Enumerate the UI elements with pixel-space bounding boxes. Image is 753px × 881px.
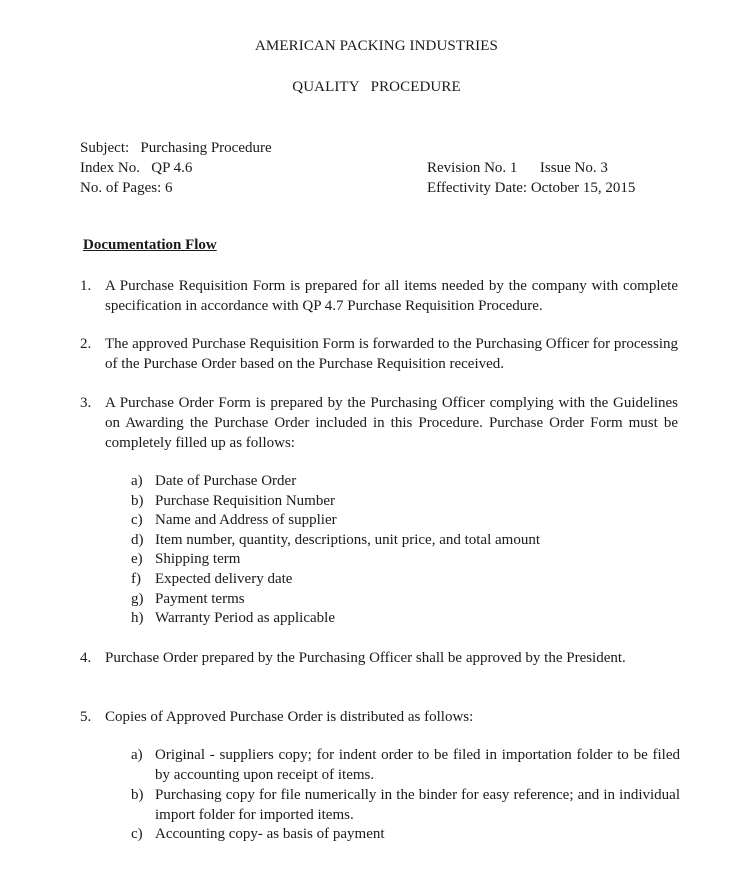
item-number: 2. <box>80 336 92 352</box>
po-field-label: d) <box>131 531 144 548</box>
page-count: No. of Pages: 6 <box>80 180 173 196</box>
po-field-text: Warranty Period as applicable <box>155 610 335 627</box>
effectivity-date: Effectivity Date: October 15, 2015 <box>427 180 636 196</box>
po-field-label: a) <box>131 473 143 489</box>
copy-text: Purchasing copy for file numerically in the binder for easy reference; and in individual import folder for imported items. <box>155 787 680 823</box>
section-title: Documentation Flow <box>83 237 217 253</box>
copy-label: b) <box>131 787 144 803</box>
po-field-text: Item number, quantity, descriptions, unit price, and total amount <box>155 531 541 548</box>
copy-text: Accounting copy- as basis of payment <box>155 826 385 842</box>
item-number: 4. <box>80 650 92 666</box>
item-text: A Purchase Requisition Form is prepared for all items needed by the company with complete specification in accordance with QP 4.7 Purchase Requisition Procedure. <box>105 278 678 314</box>
po-field-label: g) <box>131 590 144 607</box>
item-text: The approved Purchase Requisition Form is forwarded to the Purchasing Officer for processing of the Purchase Order based on the Purchase Requisition received. <box>105 336 678 372</box>
company-name: AMERICAN PACKING INDUSTRIES <box>254 38 498 54</box>
document-type: QUALITY PROCEDURE <box>292 79 461 95</box>
revision-issue: Revision No. 1 Issue No. 3 <box>427 160 608 176</box>
index-number: Index No. QP 4.6 <box>80 160 193 176</box>
po-field-label: c) <box>131 512 143 529</box>
copy-text: Original - suppliers copy; for indent order to be filed in importation folder to be filed by accounting upon receipt of items. <box>155 747 680 783</box>
subject-line: Subject: Purchasing Procedure <box>80 140 272 156</box>
po-field-text: Shipping term <box>155 551 241 568</box>
po-field-text: Name and Address of supplier <box>155 512 337 529</box>
copy-label: a) <box>131 747 143 763</box>
po-field-text: Payment terms <box>155 590 245 607</box>
po-field-label: e) <box>131 551 143 568</box>
item-number: 1. <box>80 278 92 294</box>
item-number: 5. <box>80 709 92 725</box>
item-text: Copies of Approved Purchase Order is distributed as follows: <box>105 709 474 725</box>
po-field-label: h) <box>131 610 144 627</box>
item-text: A Purchase Order Form is prepared by the Purchasing Officer complying with the Guidelines on Awarding the Purchase Order included in this Procedure. Purchase Order Form must be completely filled up as follows: <box>105 395 678 451</box>
po-field-text: Expected delivery date <box>155 571 293 587</box>
po-field-label: f) <box>131 571 141 587</box>
item-number: 3. <box>80 395 92 411</box>
po-field-text: Purchase Requisition Number <box>155 492 335 509</box>
copy-label: c) <box>131 826 143 842</box>
po-field-label: b) <box>131 492 144 509</box>
po-field-text: Date of Purchase Order <box>155 473 297 489</box>
item-text: Purchase Order prepared by the Purchasing Officer shall be approved by the President. <box>105 650 626 666</box>
